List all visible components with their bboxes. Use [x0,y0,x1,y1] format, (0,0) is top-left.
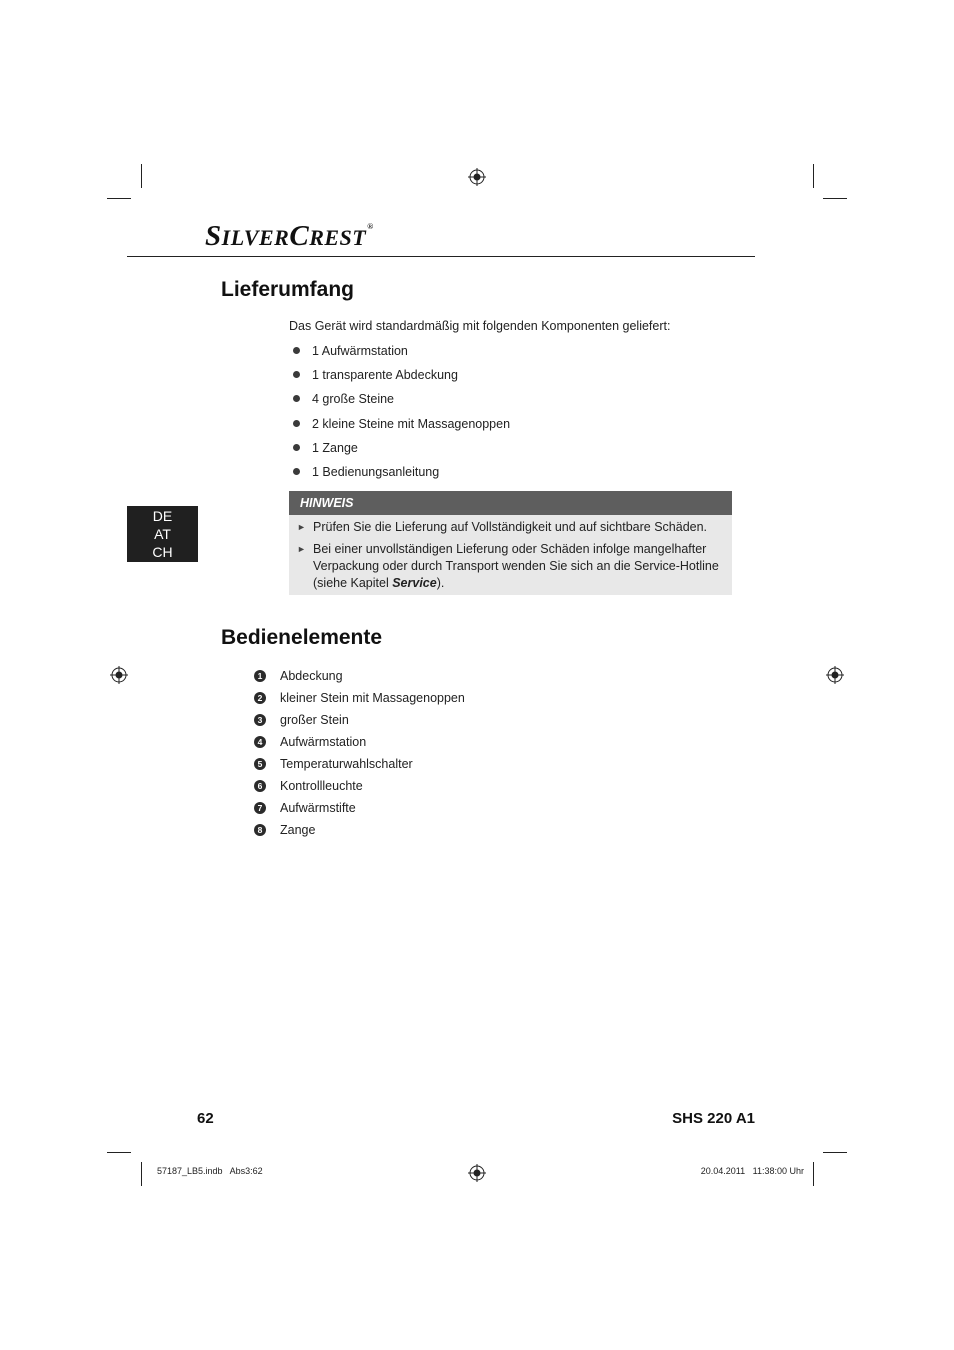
list-item: 1 Aufwärmstation [293,341,510,365]
country-code: CH [152,544,173,560]
bullet-icon [293,420,300,427]
list-item: 3 großer Stein [254,710,465,732]
number-badge: 1 [254,670,266,682]
crop-mark [107,1152,131,1153]
number-badge: 3 [254,714,266,726]
note-box [289,491,732,595]
number-badge: 5 [254,758,266,770]
list-item: 7 Aufwärmstifte [254,798,465,820]
list-item: 2 kleiner Stein mit Massagenoppen [254,688,465,710]
list-item: 4 Aufwärmstation [254,732,465,754]
list-item: 6 Kontrollleuchte [254,776,465,798]
crop-mark [141,1162,142,1186]
bullet-icon [293,468,300,475]
arrow-right-icon: ► [297,544,306,554]
country-code: DE [152,508,173,524]
list-item: 1 transparente Abdeckung [293,365,510,389]
model-number: SHS 220 A1 [672,1110,755,1127]
crop-mark [823,1152,847,1153]
list-item: 2 kleine Steine mit Massagenoppen [293,414,510,438]
registration-mark-icon [468,1164,486,1182]
list-item: 1 Abdeckung [254,666,465,688]
number-badge: 2 [254,692,266,704]
crop-mark [813,164,814,188]
brand-logo: SILVERCREST® [205,220,374,252]
list-item: 1 Zange [293,438,510,462]
arrow-right-icon: ► [297,522,306,532]
number-badge: 8 [254,824,266,836]
number-badge: 4 [254,736,266,748]
crop-mark [141,164,142,188]
chapter-reference: Service [392,576,437,590]
bullet-icon [293,444,300,451]
country-tab [127,506,198,562]
section-title-controls: Bedienelemente [221,626,383,649]
list-item: 4 große Steine [293,389,510,413]
section-title-supply: Lieferumfang [221,278,355,301]
registration-mark-icon [110,666,128,684]
print-slug-file: 57187_LB5.indb Abs3:62 [157,1166,263,1176]
page-number: 62 [197,1110,214,1127]
note-item: ► Prüfen Sie die Lieferung auf Vollständigkeit und auf sichtbare Schäden. [297,520,708,534]
list-item: 5 Temperaturwahlschalter [254,754,465,776]
list-item: 8 Zange [254,820,465,842]
list-item: 1 Bedienungsanleitung [293,462,510,486]
bullet-icon [293,347,300,354]
note-title: HINWEIS [289,491,732,515]
header-rule [127,256,755,257]
registration-mark-icon [468,168,486,186]
supply-list [293,341,510,486]
crop-mark [107,198,131,199]
bullet-icon [293,371,300,378]
note-item: ► Bei einer unvollständigen Lieferung oder Schäden infolge mangelhafter Verpackung oder durch Transport wenden Sie sich an die Service-Hotline (siehe Kapitel Service). [297,542,719,590]
number-badge: 7 [254,802,266,814]
supply-intro: Das Gerät wird standardmäßig mit folgenden Komponenten geliefert: [289,319,671,333]
number-badge: 6 [254,780,266,792]
bullet-icon [293,395,300,402]
registration-mark-icon [826,666,844,684]
controls-list [254,666,465,842]
country-code: AT [154,526,171,542]
crop-mark [823,198,847,199]
print-slug-timestamp: 20.04.2011 11:38:00 Uhr [700,1166,804,1176]
crop-mark [813,1162,814,1186]
